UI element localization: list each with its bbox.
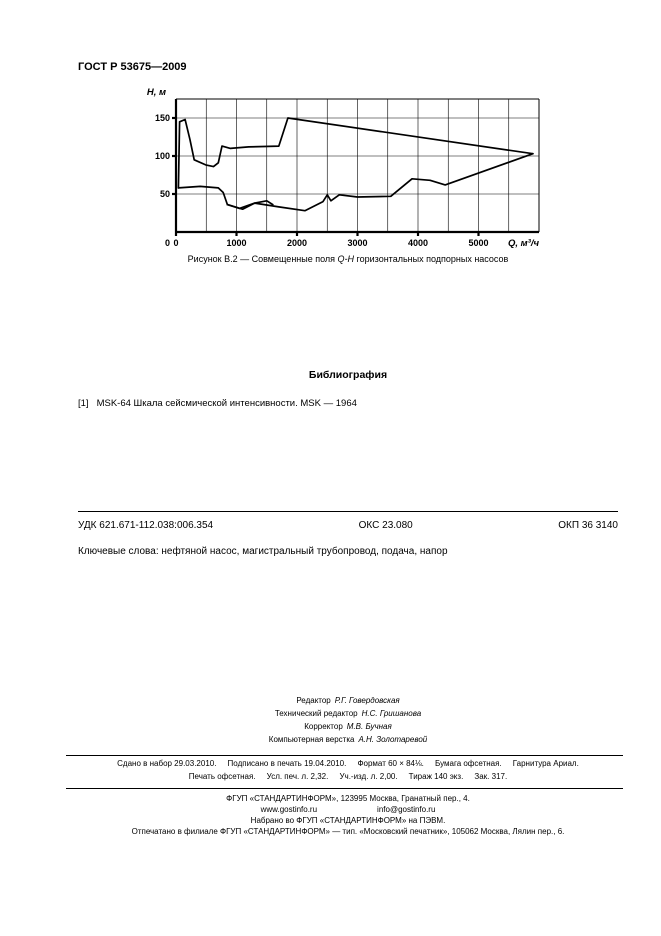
y-tick-label: 150 (154, 113, 170, 123)
x-axis-label: Q, м³/ч (507, 238, 539, 249)
y-tick-label: 100 (154, 151, 170, 161)
x-tick-label: 1000 (226, 238, 247, 248)
figure-caption (78, 254, 618, 264)
typeset-note: Набрано во ФГУП «СТАНДАРТИНФОРМ» на ПЭВМ. (250, 816, 446, 825)
series-lower-left-boundary (178, 186, 227, 204)
colophon-print-info-2: Печать офсетная. Усл. печ. л. 2,32. Уч.-изд. л. 2,00. Тираж 140 экз. Зак. 317. (188, 772, 508, 781)
horizontal-rule-colophon-top (66, 755, 623, 756)
editors-block (78, 694, 618, 746)
editor-name: Р.Г. Говердовская (334, 696, 400, 705)
x-tick-label: 3000 (347, 238, 368, 248)
x-tick-label: 0 (173, 238, 179, 248)
editor-row (78, 733, 618, 746)
editor-role: Редактор (296, 696, 331, 705)
bibliography-title: Библиография (308, 369, 388, 381)
document-number: ГОСТ Р 53675—2009 (78, 61, 187, 73)
bibliography-entry (78, 398, 357, 409)
y-axis-label: Н, м (146, 88, 166, 98)
editor-role: Технический редактор (274, 709, 358, 718)
qh-chart-svg (100, 88, 560, 258)
editor-role: Компьютерная верстка (268, 735, 355, 744)
keywords-line: Ключевые слова: нефтяной насос, магистральный трубопровод, подача, напор (78, 546, 448, 557)
publisher-email: info@gostinfo.ru (377, 805, 436, 814)
editor-name: Н.С. Гришанова (361, 709, 422, 718)
editor-row (78, 707, 618, 720)
horizontal-rule-imprint (66, 788, 623, 789)
okp-code: ОКП 36 3140 (558, 520, 618, 531)
origin-label: 0 (164, 238, 170, 248)
series-lower-right-boundary (227, 154, 533, 211)
figure-caption-suffix: горизонтальных подпорных насосов (354, 254, 509, 264)
bibliography-entry-number: [1] (78, 398, 89, 409)
editor-name: А.Н. Золотаревой (358, 735, 428, 744)
editor-name: М.В. Бучная (346, 722, 392, 731)
figure-caption-qh: Q-H (337, 254, 355, 264)
bibliography-entry-text: MSK-64 Шкала сейсмической интенсивности. MSK — 1964 (96, 398, 357, 409)
series-upper-outline (178, 118, 533, 188)
oks-code: ОКС 23.080 (358, 520, 413, 531)
editor-row (78, 694, 618, 707)
editor-row (78, 720, 618, 733)
x-tick-label: 5000 (468, 238, 489, 248)
figure-caption-prefix: Рисунок В.2 — Совмещенные поля (187, 254, 338, 264)
editor-role: Корректор (304, 722, 343, 731)
udk-code: УДК 621.671-112.038:006.354 (78, 520, 214, 531)
y-tick-label: 50 (159, 189, 170, 199)
publisher-website: www.gostinfo.ru (260, 805, 318, 814)
horizontal-rule-codes (78, 511, 618, 512)
x-tick-label: 2000 (286, 238, 308, 248)
printed-note: Отпечатано в филиале ФГУП «СТАНДАРТИНФОРМ» — тип. «Московский печатник», 105062 Москва, Лялин пер., 6. (131, 827, 565, 836)
codes-row (78, 520, 618, 531)
publisher-links (78, 804, 618, 815)
qh-chart-figure (100, 88, 560, 258)
colophon-print-info-1: Сдано в набор 29.03.2010. Подписано в печать 19.04.2010. Формат 60 × 84⅛. Бумага офсетная. Гарнитура Ариал. (117, 759, 579, 768)
publisher-address: ФГУП «СТАНДАРТИНФОРМ», 123995 Москва, Гранатный пер., 4. (226, 794, 470, 803)
x-tick-label: 4000 (407, 238, 429, 248)
